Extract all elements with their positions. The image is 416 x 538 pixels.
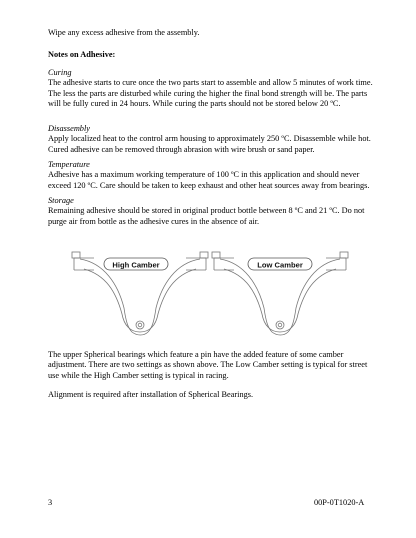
low-camber-label: Low Camber bbox=[257, 260, 303, 270]
section-text: The adhesive starts to cure once the two parts start to assemble and allow 5 minutes of work time. The less the parts are disturbed while curing the higher the final bond strength will be. The parts will be fully cured in 24 hours. While curing the parts should not be stored below 20 ºC. bbox=[48, 78, 373, 108]
section-heading: Curing bbox=[48, 68, 72, 77]
alignment-note: Alignment is required after installation of Spherical Bearings. bbox=[48, 390, 254, 399]
section-disassembly bbox=[48, 124, 378, 155]
section-storage bbox=[48, 196, 378, 227]
high-camber-label: High Camber bbox=[112, 260, 160, 270]
section-text: Apply localized heat to the control arm housing to approximately 250 ºC. Disassemble while hot. Cured adhesive can be removed through abrasion with wire brush or sand paper. bbox=[48, 134, 371, 154]
section-text: Remaining adhesive should be stored in original product bottle between 8 ºC and 21 ºC. Do not purge air from bottle as the adhesive cures in the absence of air. bbox=[48, 206, 365, 226]
document-code: 00P-0T1020-A bbox=[314, 498, 365, 507]
section-text: Adhesive has a maximum working temperature of 100 ºC in this application and should never exceed 120 ºC. Care should be taken to keep exhaust and other heat sources away from bearings. bbox=[48, 170, 370, 190]
notes-heading: Notes on Adhesive: bbox=[48, 50, 116, 59]
section-heading: Temperature bbox=[48, 160, 90, 169]
section-heading: Storage bbox=[48, 196, 74, 205]
page-number: 3 bbox=[48, 498, 53, 507]
intro-line: Wipe any excess adhesive from the assembly. bbox=[48, 28, 200, 37]
section-heading: Disassembly bbox=[48, 124, 90, 133]
camber-figure bbox=[60, 240, 360, 350]
section-curing bbox=[48, 68, 378, 109]
section-temperature bbox=[48, 160, 378, 191]
camber-description: The upper Spherical bearings which feature a pin have the added feature of some camber adjustment. There are two settings as shown above. The Low Camber setting is typical for street use while the High Camber setting is typical in racing. bbox=[48, 350, 368, 380]
